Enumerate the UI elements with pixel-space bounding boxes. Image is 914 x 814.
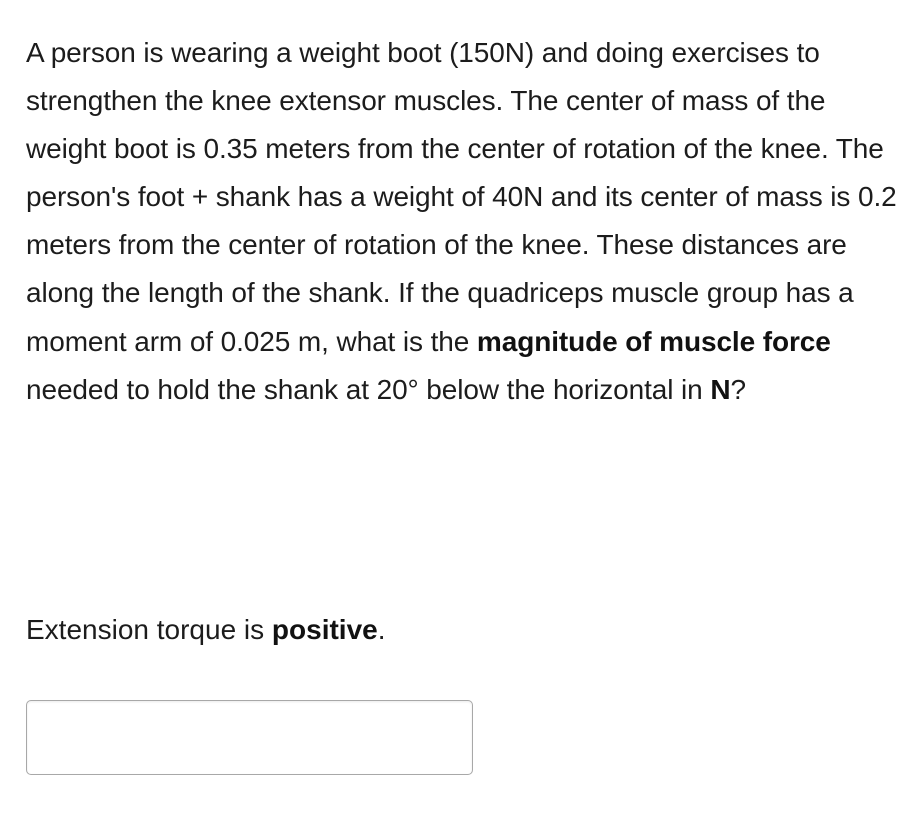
answer-input[interactable]: [26, 700, 473, 775]
sign-convention-note: [26, 606, 386, 654]
question-emphasis-unit: N: [710, 373, 731, 405]
question-text-part2: needed to hold the shank at 20° below the horizontal in: [26, 373, 711, 405]
question-text: [26, 29, 906, 414]
note-end: .: [377, 614, 386, 645]
question-emphasis-muscle-force: magnitude of muscle force: [476, 325, 831, 357]
question-text-part1: A person is wearing a weight boot (150N) and doing exercises to strengthen the knee extensor muscles. The center of mass of the weight boot is 0.35 meters from the center of rotation of the knee. The person's foot + shank has a weight of 40N and its center of mass is 0.2 meters from the center of rotation of the knee. These distances are along the length of the shank. If the quadriceps muscle group has a moment arm of 0.025 m, what is the: [26, 37, 897, 357]
note-emphasis-positive: positive: [271, 614, 378, 645]
note-text: Extension torque is: [26, 614, 272, 645]
question-text-part3: ?: [730, 373, 746, 405]
